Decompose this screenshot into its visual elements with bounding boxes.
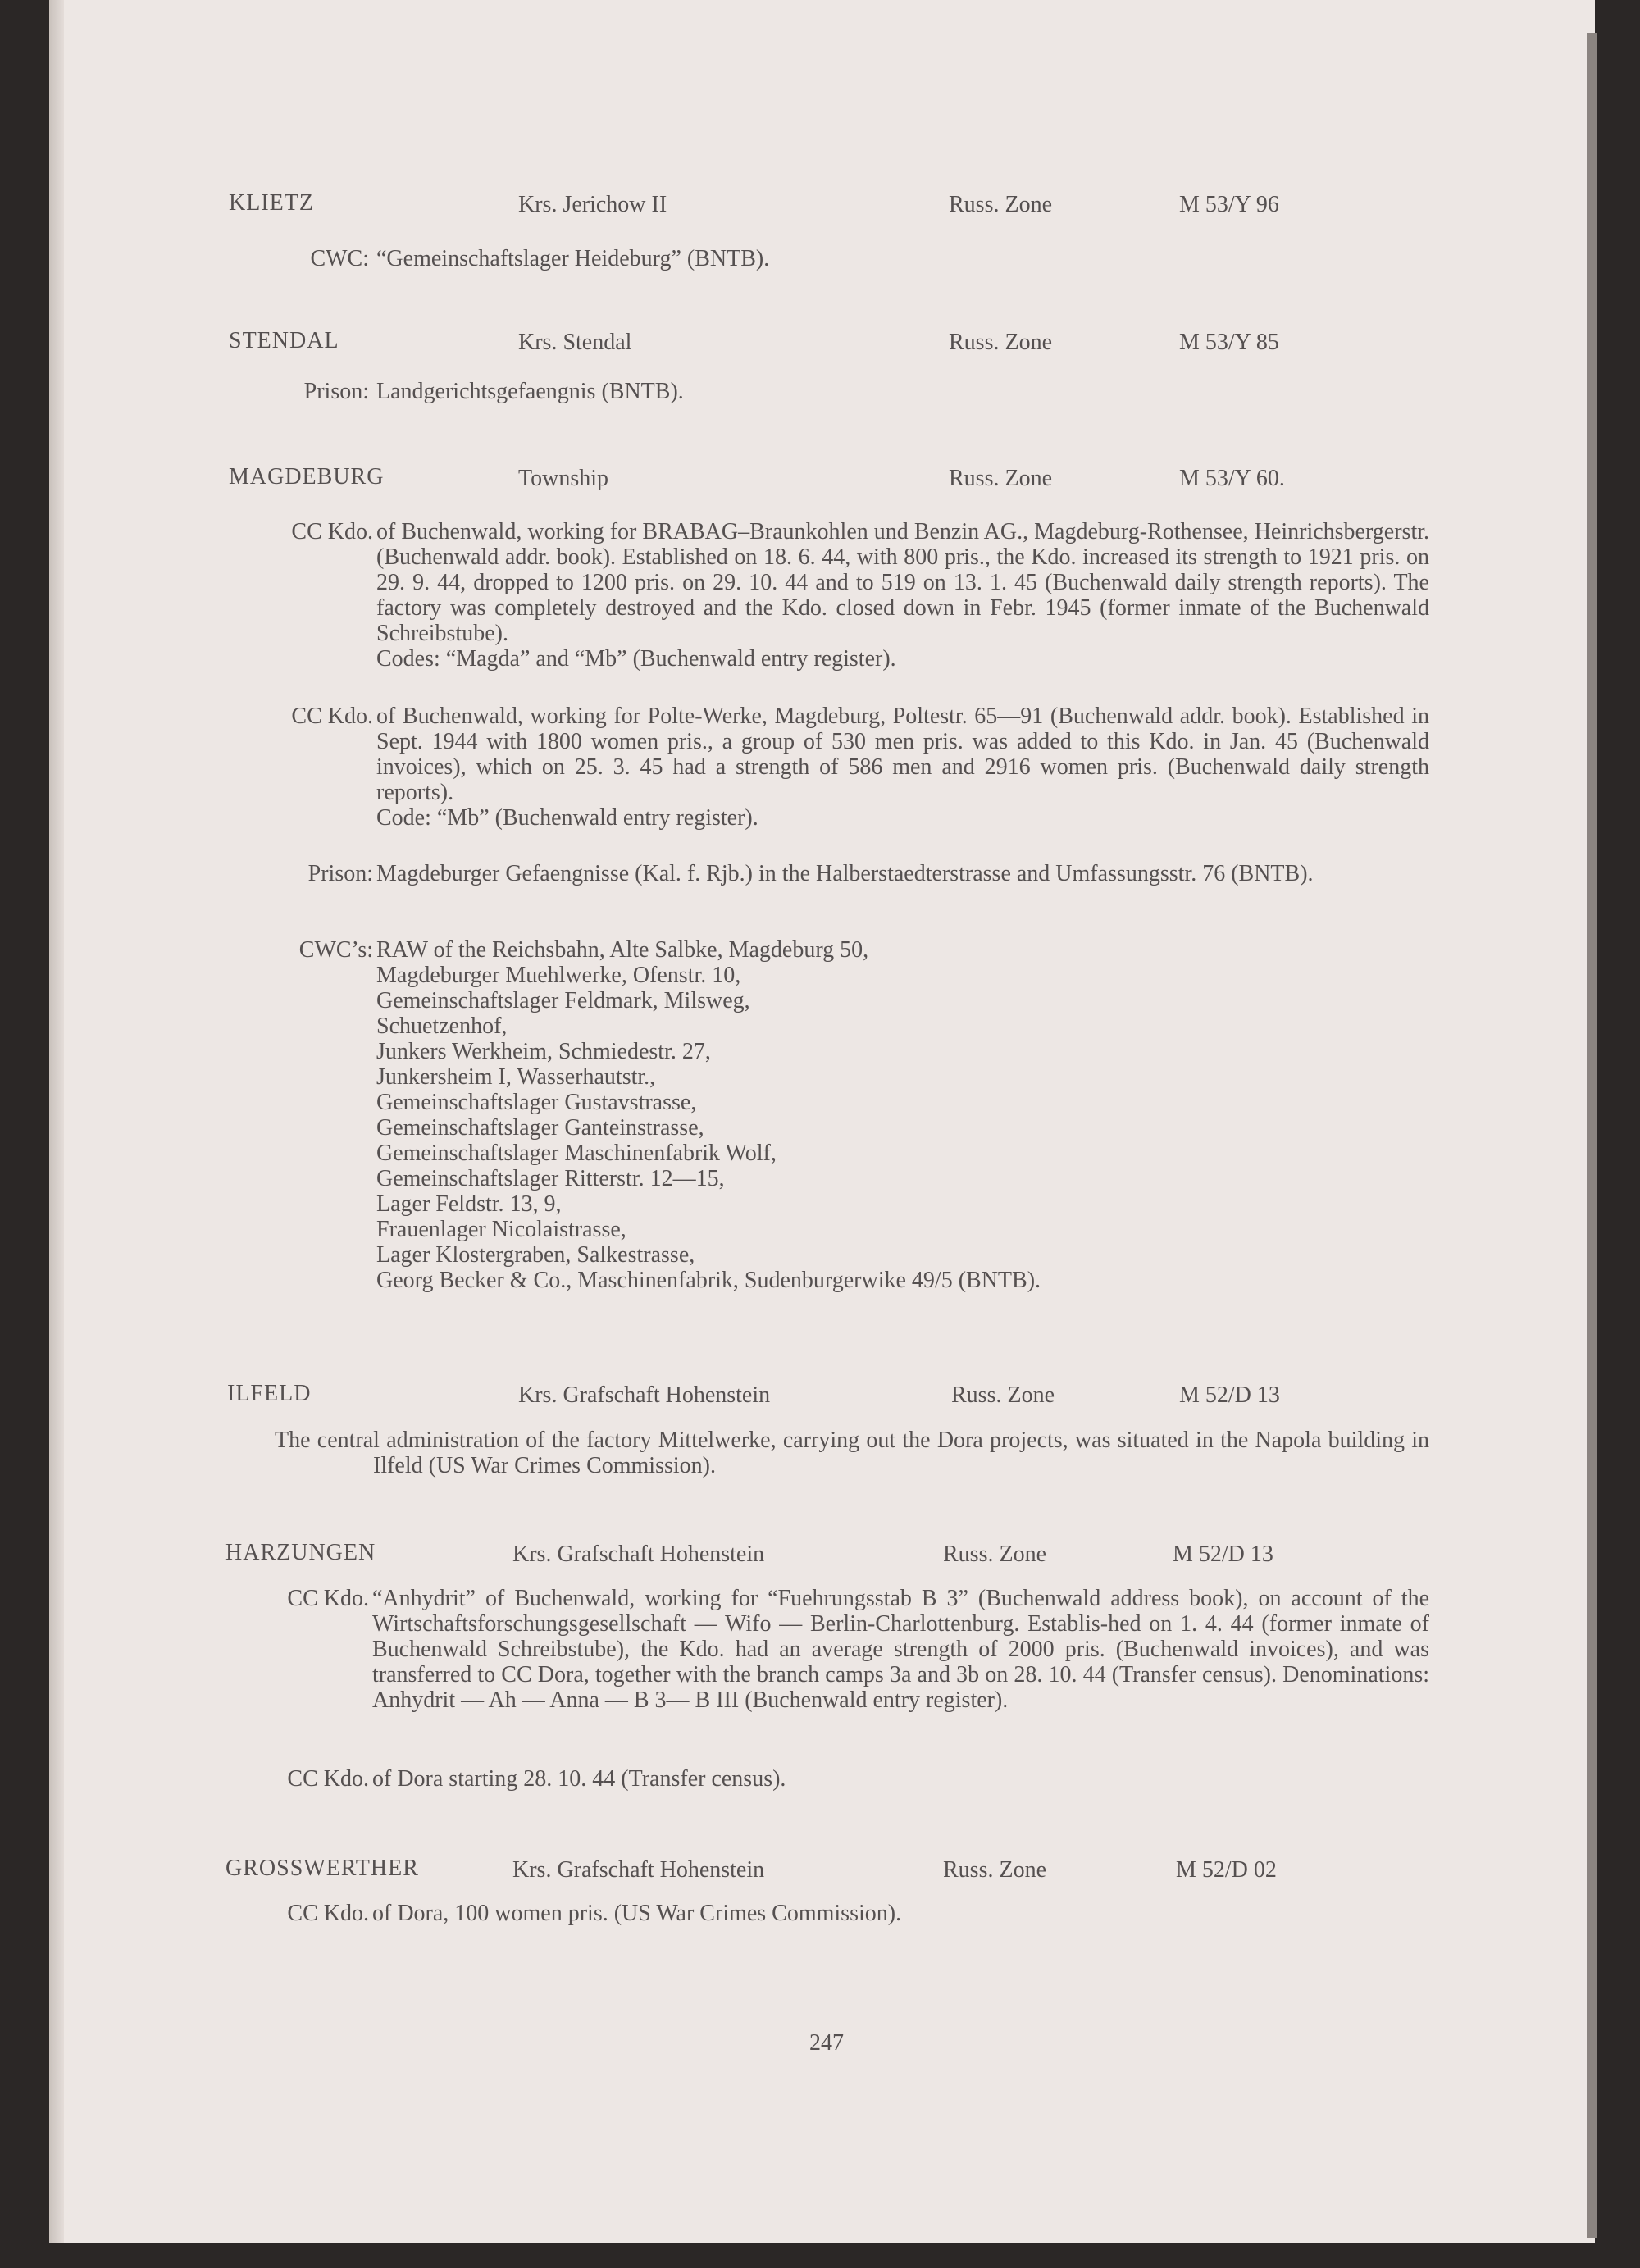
- item-text: “Gemeinschaftslager Heideburg” (BNTB).: [376, 246, 770, 271]
- zone: Russ. Zone: [951, 1382, 1055, 1408]
- map-ref: M 52/D 02: [1176, 1857, 1277, 1883]
- item-label: CC Kdo.: [287, 1586, 369, 1611]
- place-name: HARZUNGEN: [226, 1540, 376, 1565]
- cwc-list-item: Lager Klostergraben, Salkestrasse,: [376, 1242, 695, 1268]
- zone: Russ. Zone: [949, 466, 1052, 491]
- cwc-list-item: Gemeinschaftslager Maschinenfabrik Wolf,: [376, 1141, 777, 1166]
- zone: Russ. Zone: [949, 192, 1052, 217]
- item-text: The central administration of the factory Mittelwerke, carrying out the Dora projects, was situated in the Napola building in Ilfeld (US War Crimes Commission).: [275, 1428, 1429, 1478]
- district: Krs. Jerichow II: [518, 192, 667, 217]
- item-text-code: Code: “Mb” (Buchenwald entry register).: [376, 805, 758, 831]
- cwc-list-item: Junkers Werkheim, Schmiedestr. 27,: [376, 1039, 711, 1064]
- map-ref: M 52/D 13: [1173, 1542, 1273, 1567]
- item-text: of Buchenwald, working for Polte-Werke, Magdeburg, Poltestr. 65—91 (Buchenwald addr. book). Established in Sept. 1944 with 1800 women pris., a group of 530 men pris. was added to this Kdo. in Jan. 45 (Buchenwald invoices), which on 25. 3. 45 had a strength of 586 men and 2916 women pris. (Buchenwald daily strength reports).: [376, 704, 1429, 805]
- item-text: of Buchenwald, working for BRABAG–Braunkohlen und Benzin AG., Magdeburg-Rothensee, Heinrichsbergerstr. (Buchenwald addr. book). Established on 18. 6. 44, with 800 pris., the Kdo. increased its strength to 1921 pris. on 29. 9. 44, dropped to 1200 pris. on 29. 10. 44 and to 519 on 13. 1. 45 (Buchenwald daily strength reports). The factory was completely destroyed and the Kdo. closed down in Febr. 1945 (former inmate of the Buchenwald Schreibstube).: [376, 519, 1429, 646]
- cwc-list-item: Lager Feldstr. 13, 9,: [376, 1191, 562, 1217]
- cwc-list-item: Junkersheim I, Wasserhautstr.,: [376, 1064, 656, 1090]
- map-ref: M 53/Y 96: [1179, 192, 1279, 217]
- cwc-list-item: Gemeinschaftslager Ganteinstrasse,: [376, 1115, 704, 1141]
- cwc-list: [376, 937, 1041, 1293]
- district: Krs. Stendal: [518, 330, 632, 355]
- map-ref: M 52/D 13: [1179, 1382, 1280, 1408]
- cwc-list-item: Schuetzenhof,: [376, 1013, 508, 1039]
- cwc-list-item: Magdeburger Muehlwerke, Ofenstr. 10,: [376, 963, 741, 988]
- item-label: CWC:: [310, 246, 369, 271]
- zone: Russ. Zone: [943, 1857, 1046, 1883]
- place-name: ILFELD: [227, 1381, 312, 1406]
- item-label: Prison:: [303, 379, 369, 404]
- item-text: of Dora starting 28. 10. 44 (Transfer census).: [372, 1766, 786, 1792]
- cwc-list-item: Georg Becker & Co., Maschinenfabrik, Sudenburgerwike 49/5 (BNTB).: [376, 1268, 1041, 1293]
- item-label: CC Kdo.: [287, 1766, 369, 1792]
- zone: Russ. Zone: [943, 1542, 1046, 1567]
- item-text: “Anhydrit” of Buchenwald, working for “Fuehrungsstab B 3” (Buchenwald address book), on account of the Wirtschaftsforschungsgesellschaft — Wifo — Berlin-Charlottenburg. Establis-hed on 1. 4. 44 (former inmate of Buchenwald Schreibstube), the Kdo. had an average strength of 2000 pris. (Buchenwald invoices), and was transferred to CC Dora, together with the branch camps 3a and 3b on 28. 10. 44 (Transfer census). Denominations: Anhydrit — Ah — Anna — B 3— B III (Buchenwald entry register).: [372, 1586, 1429, 1713]
- district: Township: [518, 466, 609, 491]
- cwc-list-item: Gemeinschaftslager Ritterstr. 12—15,: [376, 1166, 725, 1191]
- place-name: STENDAL: [229, 328, 339, 353]
- place-name: MAGDEBURG: [229, 464, 385, 490]
- district: Krs. Grafschaft Hohenstein: [512, 1857, 765, 1883]
- item-text: of Dora, 100 women pris. (US War Crimes Commission).: [372, 1901, 902, 1926]
- cwc-list-item: Frauenlager Nicolaistrasse,: [376, 1217, 626, 1242]
- item-text: Magdeburger Gefaengnisse (Kal. f. Rjb.) in the Halberstaedterstrasse and Umfassungsstr. 76 (BNTB).: [376, 861, 1314, 886]
- map-ref: M 53/Y 60.: [1179, 466, 1285, 491]
- place-name: GROSSWERTHER: [226, 1856, 419, 1881]
- item-text-codes: Codes: “Magda” and “Mb” (Buchenwald entry register).: [376, 646, 896, 672]
- page-number: 247: [809, 2030, 844, 2056]
- cwc-list-item: Gemeinschaftslager Gustavstrasse,: [376, 1090, 697, 1115]
- cwc-list-item: Gemeinschaftslager Feldmark, Milsweg,: [376, 988, 750, 1013]
- item-label: CC Kdo.: [291, 519, 373, 544]
- district: Krs. Grafschaft Hohenstein: [518, 1382, 771, 1408]
- item-label: CWC’s:: [298, 937, 373, 963]
- place-name: KLIETZ: [229, 190, 314, 216]
- page-gutter: [49, 0, 64, 2243]
- cwc-list-item: RAW of the Reichsbahn, Alte Salbke, Magdeburg 50,: [376, 937, 869, 963]
- district: Krs. Grafschaft Hohenstein: [512, 1542, 765, 1567]
- item-text: Landgerichtsgefaengnis (BNTB).: [376, 379, 684, 404]
- item-label: CC Kdo.: [291, 704, 373, 729]
- zone: Russ. Zone: [949, 330, 1052, 355]
- item-label: Prison:: [308, 861, 373, 886]
- page-edge: [1587, 33, 1597, 2238]
- map-ref: M 53/Y 85: [1179, 330, 1279, 355]
- item-label: CC Kdo.: [287, 1901, 369, 1926]
